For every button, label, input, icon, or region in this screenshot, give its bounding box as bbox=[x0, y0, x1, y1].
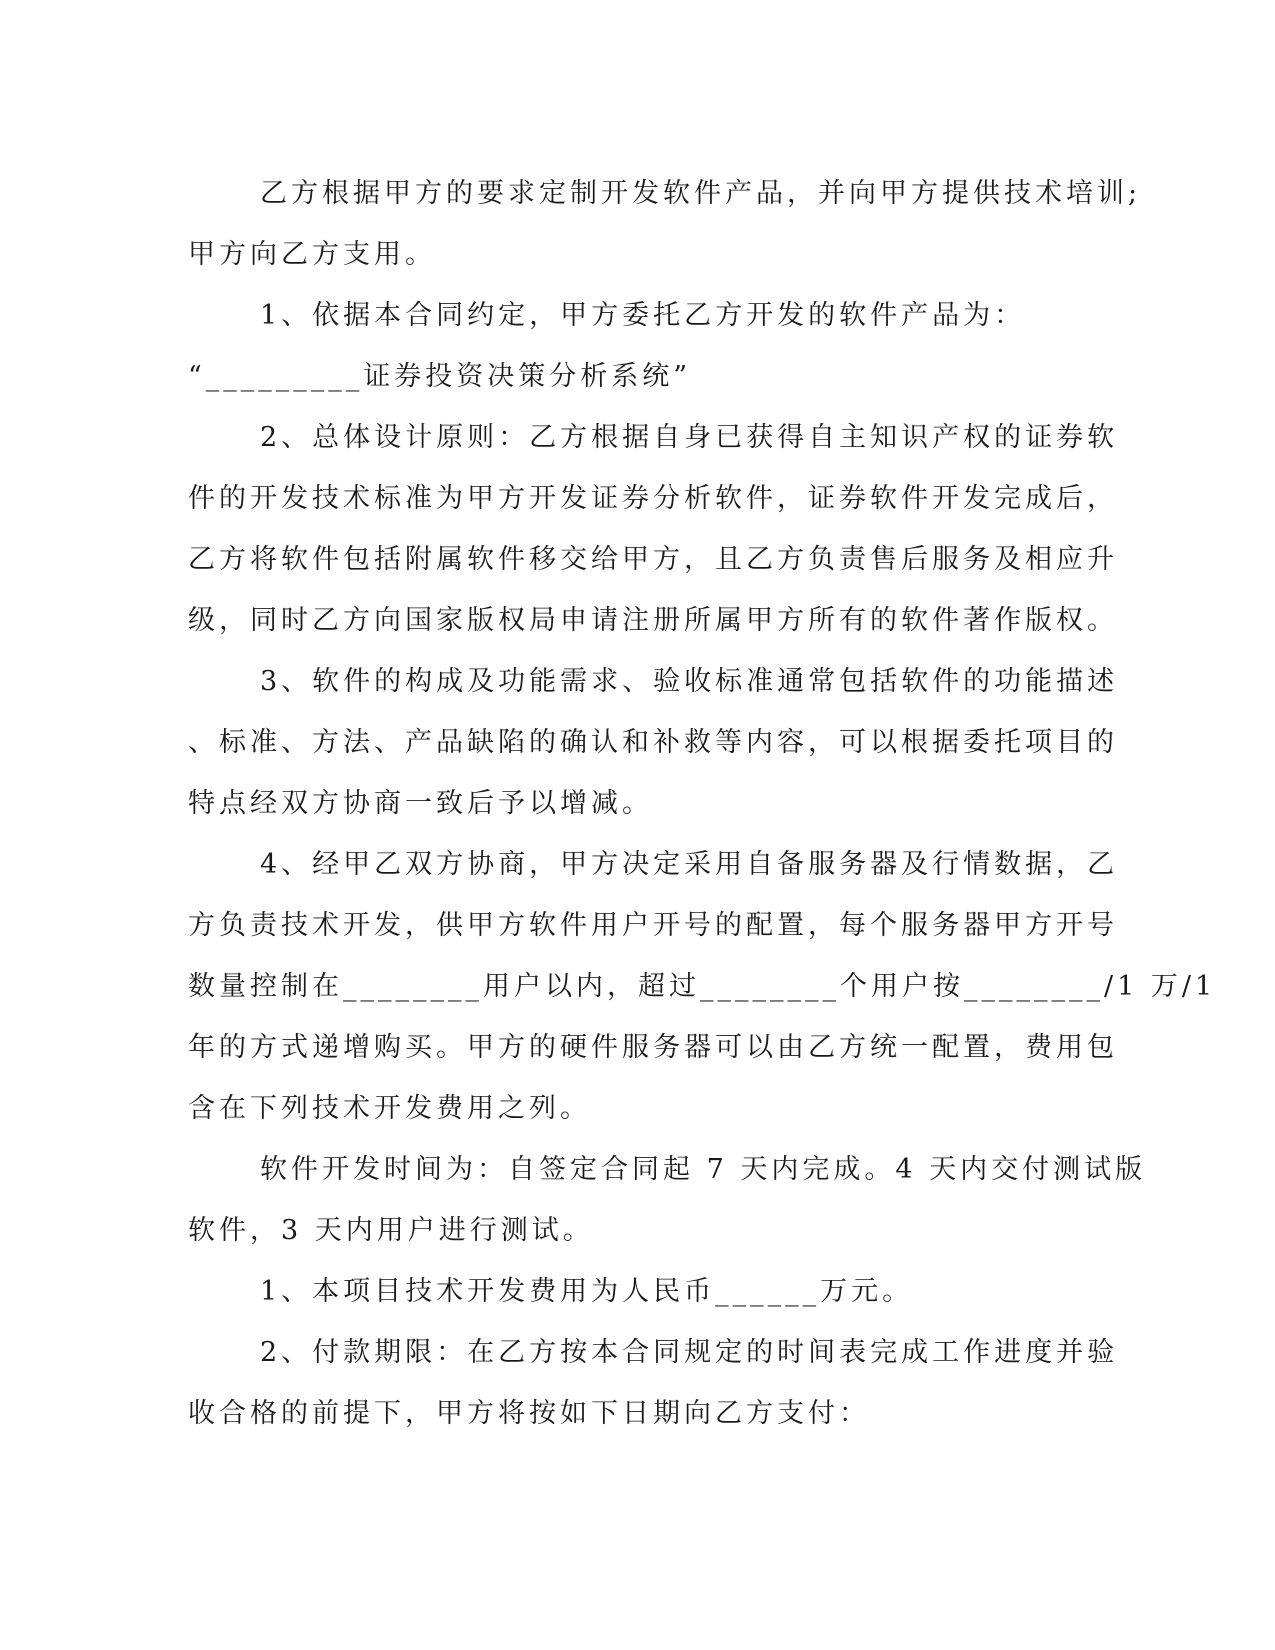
paragraph-line: 收合格的前提下，甲方将按如下日期向乙方支付： bbox=[188, 1398, 870, 1429]
paragraph-line: 1、本项目技术开发费用为人民币______万元。 bbox=[260, 1276, 914, 1307]
paragraph-line: 乙方将软件包括附属软件移交给甲方，且乙方负责售后服务及相应升 bbox=[188, 544, 1118, 575]
paragraph-line: 、标准、方法、产品缺陷的确认和补救等内容，可以根据委托项目的 bbox=[188, 727, 1118, 758]
paragraph-line: 乙方根据甲方的要求定制开发软件产品，并向甲方提供技术培训; bbox=[260, 178, 1142, 209]
paragraph-line: 甲方向乙方支用。 bbox=[188, 239, 436, 270]
paragraph-line: 特点经双方协商一致后予以增减。 bbox=[188, 788, 653, 819]
paragraph-line: 4、经甲乙双方协商，甲方决定采用自备服务器及行情数据，乙 bbox=[260, 849, 1119, 880]
paragraph-line: 软件开发时间为：自签定合同起 7 天内完成。4 天内交付测试版 bbox=[260, 1154, 1147, 1185]
paragraph-line: 含在下列技术开发费用之列。 bbox=[188, 1093, 591, 1124]
paragraph-line: 方负责技术开发，供甲方软件用户开号的配置，每个服务器甲方开号 bbox=[188, 910, 1118, 941]
paragraph-line: “_________证券投资决策分析系统” bbox=[188, 361, 692, 392]
paragraph-line: 年的方式递增购买。甲方的硬件服务器可以由乙方统一配置，费用包 bbox=[188, 1032, 1118, 1063]
paragraph-line: 件的开发技术标准为甲方开发证券分析软件，证券软件开发完成后， bbox=[188, 483, 1118, 514]
paragraph-line: 软件，3 天内用户进行测试。 bbox=[188, 1215, 594, 1246]
paragraph-line: 数量控制在________用户以内，超过________个用户按________/1 万/1 bbox=[188, 971, 1217, 1002]
paragraph-line: 级，同时乙方向国家版权局申请注册所属甲方所有的软件著作版权。 bbox=[188, 605, 1118, 636]
paragraph-line: 1、依据本合同约定，甲方委托乙方开发的软件产品为： bbox=[260, 300, 1026, 331]
paragraph-line: 3、软件的构成及功能需求、验收标准通常包括软件的功能描述 bbox=[260, 666, 1119, 697]
document-body bbox=[188, 163, 1217, 1444]
paragraph-line: 2、总体设计原则：乙方根据自身已获得自主知识产权的证券软 bbox=[260, 422, 1119, 453]
paragraph-line: 2、付款期限：在乙方按本合同规定的时间表完成工作进度并验 bbox=[260, 1337, 1119, 1368]
